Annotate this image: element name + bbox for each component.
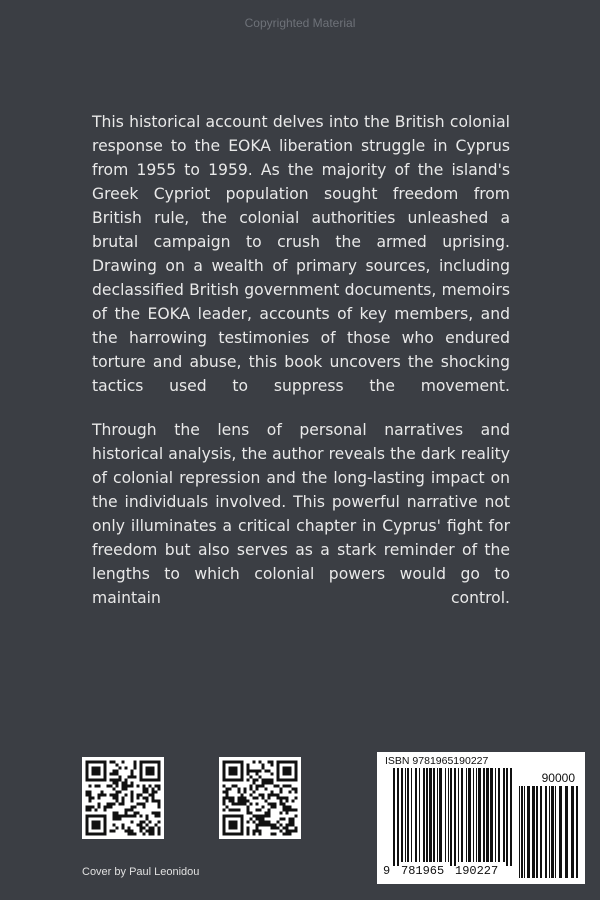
barcode-digits: [377, 864, 585, 882]
back-cover-blurb: [92, 110, 510, 630]
isbn-label: ISBN 9781965190227: [385, 755, 489, 767]
price-code: 90000: [541, 771, 575, 785]
isbn-barcode: [377, 752, 585, 884]
qr-code-left[interactable]: [82, 757, 164, 839]
barcode-digit-group-1: 781965: [401, 864, 445, 878]
qr-code-left-icon: [82, 757, 164, 839]
watermark: Copyrighted Material: [244, 16, 356, 30]
blurb-paragraph-2: Through the lens of personal narratives and historical analysis, the author reveals the dark reality of colonial repression and the long-lasting impact on the individuals involved. This powerful narrative not only illuminates a critical chapter in Cyprus' fight for freedom but also serves as a stark reminder of the lengths to which colonial powers would go to maintain control.: [92, 421, 510, 607]
qr-code-right-icon: [219, 757, 301, 839]
blurb-paragraph-1: This historical account delves into the British colonial response to the EOKA liberation struggle in Cyprus from 1955 to 1959. As the majority of the island's Greek Cypriot population sought freedom from British rule, the colonial authorities unleashed a brutal campaign to crush the armed uprising. Drawing on a wealth of primary sources, including declassified British government documents, memoirs of the EOKA leader, accounts of key members, and the harrowing testimonies of those who endured torture and abuse, this book uncovers the shocking tactics used to suppress the movement.: [92, 113, 510, 395]
barcode-digit-group-2: 190227: [455, 864, 499, 878]
barcode-digit-first: 9: [383, 864, 391, 878]
cover-credit: Cover by Paul Leonidou: [82, 866, 200, 878]
qr-code-right[interactable]: [219, 757, 301, 839]
